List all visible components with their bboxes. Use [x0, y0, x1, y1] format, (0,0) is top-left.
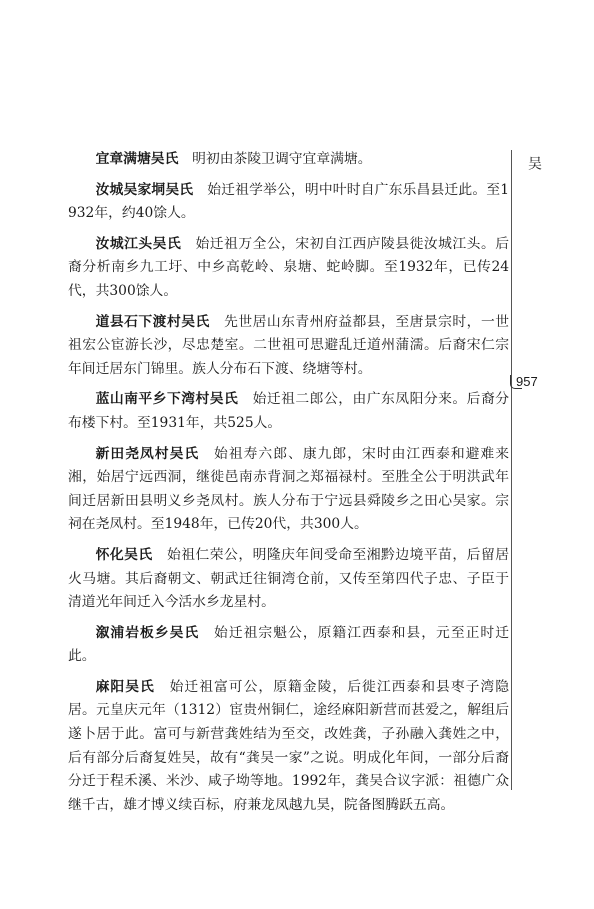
entry-daoxian-shixiadu	[68, 311, 509, 382]
entry-title: 宜章满塘吴氏	[95, 151, 179, 167]
entry-rucheng-jiangtou	[68, 233, 509, 304]
entry-title: 道县石下渡村吴氏	[95, 313, 210, 330]
entry-rucheng-wujiadong	[68, 179, 509, 226]
entry-text: 明初由茶陵卫调守宜章满塘。	[192, 151, 372, 167]
entry-xupu-yanban	[68, 622, 509, 669]
entry-text: 始祖寿六郎、康九郎，宋时由江西泰和避难来湘，始居宁远西洞，继徙邑南赤背洞之郑福禄村。至胜全公于明洪武年间迁居新田县明义乡尧凤村。族人分布于宁远县舜陵乡之田心吴家。宗祠在尧凤村。至1948年，已传20代，共300人。	[68, 445, 510, 533]
page-number: 957	[516, 374, 538, 389]
entry-text: 始迁祖富可公，原籍金陵，后徙江西泰和县枣子湾隐居。元皇庆元年（1312）宦贵州铜仁，途经麻阳新营而甚爱之，解组后遂卜居于此。富可与新营龚姓结为至交，改姓龚，子孙融入龚姓之中，后有部分后裔复姓吴，故有“龚吴一家”之说。明成化年间，一部分后裔分迁于程禾溪、米沙、咸子坳等地。1992年，龚吴合议字派：祖德广众继千古，雄才博义续百标，府兼龙凤越九昊，院备图腾跃五高。	[68, 678, 510, 813]
entry-title: 新田尧凤村吴氏	[95, 445, 200, 462]
entry-title: 溆浦岩板乡吴氏	[95, 624, 200, 641]
entry-text: 始迁祖二郎公，由广东凤阳分来。后裔分布楼下村。至1931年，共525人。	[68, 391, 510, 431]
entry-title: 汝城江头吴氏	[95, 235, 182, 252]
entry-text: 始迁祖宗魁公，原籍江西泰和县，元至正时迁此。	[68, 624, 510, 665]
entry-text: 始祖仁荣公，明隆庆年间受命至湘黔边境平苗，后留居火马塘。其后裔朝文、朝武迁往铜湾仓前，又传至第四代子忠、子臣于清道光年间迁入今活水乡龙星村。	[68, 546, 510, 611]
surname-side-label: 吴	[526, 156, 542, 170]
entry-lanshan-xiawan	[68, 388, 509, 435]
entry-title: 汝城吴家垌吴氏	[95, 181, 194, 198]
margin-rule	[511, 150, 512, 790]
entry-yizhang-mantang	[68, 148, 509, 172]
entry-title: 怀化吴氏	[95, 546, 153, 563]
entry-mayang	[68, 676, 509, 818]
entry-list	[68, 148, 509, 824]
entry-text: 始迁祖学举公，明中叶时自广东乐昌县迁此。至1932年，约40馀人。	[68, 181, 509, 222]
entry-xintian-yaofeng	[68, 443, 509, 537]
entry-title: 蓝山南平乡下湾村吴氏	[95, 391, 239, 408]
entry-title: 麻阳吴氏	[95, 678, 155, 695]
entry-text: 先世居山东青州府益都县，至唐景宗时，一世祖宏公宦游长沙，尽忠楚室。二世祖可思避乱迁道州蒲濡。后裔宋仁宗年间迁居东门锦里。族人分布石下渡、绕塘等村。	[68, 313, 510, 377]
entry-text: 始迁祖万全公，宋初自江西庐陵县徙汝城江头。后裔分析南乡九工圩、中乡高乾岭、泉塘、蛇岭脚。至1932年，已传24代，共300馀人。	[68, 235, 510, 299]
entry-huaihua	[68, 544, 509, 615]
